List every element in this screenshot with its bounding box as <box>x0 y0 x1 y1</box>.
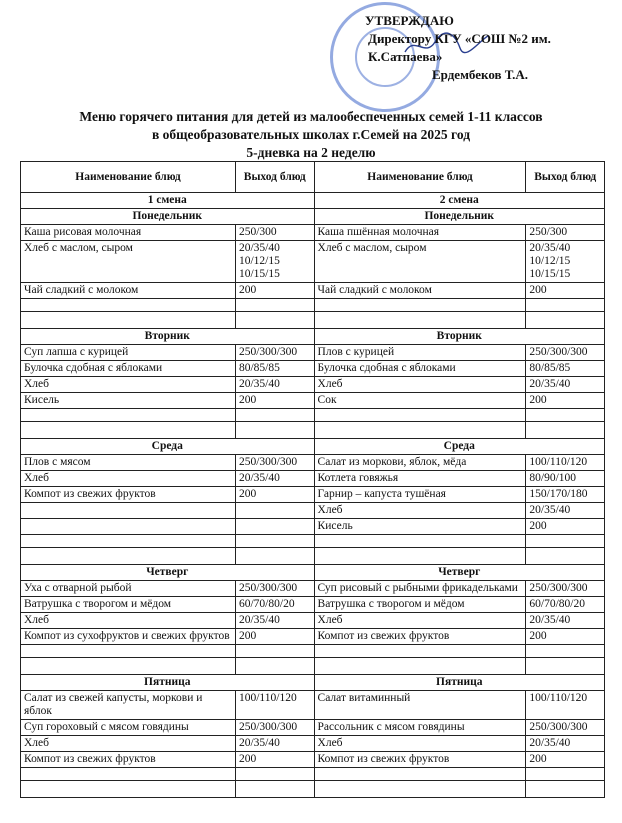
dish-shift-1: Компот из сухофруктов и свежих фруктов <box>21 629 236 645</box>
dish-shift-1 <box>21 519 236 535</box>
empty-row <box>21 658 605 675</box>
dish-shift-2: Каша пшённая молочная <box>314 225 526 241</box>
empty-cell <box>235 781 314 798</box>
table-row <box>21 361 605 377</box>
approval-heading: УТВЕРЖДАЮ <box>365 13 454 28</box>
yield-shift-2: 100/110/120 <box>526 691 605 720</box>
day-name-shift-1: Вторник <box>21 329 315 345</box>
empty-row <box>21 299 605 312</box>
yield-shift-2: 150/170/180 <box>526 487 605 503</box>
header-yield-1: Выход блюд <box>235 162 314 193</box>
empty-cell <box>314 548 526 565</box>
menu-table <box>20 161 605 798</box>
dish-shift-2: Салат витаминный <box>314 691 526 720</box>
approval-name: Ердембеков Т.А. <box>432 67 529 82</box>
dish-shift-1: Хлеб <box>21 377 236 393</box>
yield-shift-1: 200 <box>235 629 314 645</box>
table-row <box>21 691 605 720</box>
day-name-shift-1: Пятница <box>21 675 315 691</box>
empty-cell <box>526 768 605 781</box>
yield-shift-1: 250/300/300 <box>235 345 314 361</box>
yield-shift-2: 20/35/40 10/12/15 10/15/15 <box>526 241 605 283</box>
shift-1-label: 1 смена <box>21 193 315 209</box>
empty-row <box>21 645 605 658</box>
dish-shift-1: Хлеб <box>21 736 236 752</box>
empty-row <box>21 312 605 329</box>
empty-cell <box>21 299 236 312</box>
empty-cell <box>314 645 526 658</box>
yield-shift-1: 20/35/40 10/12/15 10/15/15 <box>235 241 314 283</box>
yield-shift-1: 200 <box>235 283 314 299</box>
yield-shift-1: 200 <box>235 752 314 768</box>
empty-row <box>21 768 605 781</box>
empty-cell <box>526 299 605 312</box>
dish-shift-1: Суп гороховый с мясом говядины <box>21 720 236 736</box>
day-row <box>21 209 605 225</box>
empty-cell <box>21 535 236 548</box>
table-row <box>21 225 605 241</box>
dish-shift-2: Булочка сдобная с яблоками <box>314 361 526 377</box>
dish-shift-1: Чай сладкий с молоком <box>21 283 236 299</box>
empty-cell <box>526 658 605 675</box>
empty-cell <box>314 535 526 548</box>
table-row <box>21 613 605 629</box>
table-row <box>21 720 605 736</box>
empty-cell <box>235 548 314 565</box>
dish-shift-1: Булочка сдобная с яблоками <box>21 361 236 377</box>
yield-shift-2: 20/35/40 <box>526 736 605 752</box>
dish-shift-1: Хлеб <box>21 471 236 487</box>
empty-cell <box>21 781 236 798</box>
empty-row <box>21 781 605 798</box>
yield-shift-2: 60/70/80/20 <box>526 597 605 613</box>
empty-cell <box>21 658 236 675</box>
dish-shift-1: Суп лапша с курицей <box>21 345 236 361</box>
empty-cell <box>21 548 236 565</box>
dish-shift-2: Кисель <box>314 519 526 535</box>
table-row <box>21 581 605 597</box>
dish-shift-1: Компот из свежих фруктов <box>21 752 236 768</box>
table-row <box>21 241 605 283</box>
yield-shift-1 <box>235 503 314 519</box>
table-row <box>21 487 605 503</box>
yield-shift-2: 20/35/40 <box>526 503 605 519</box>
yield-shift-1: 200 <box>235 487 314 503</box>
empty-row <box>21 409 605 422</box>
day-name-shift-2: Понедельник <box>314 209 604 225</box>
dish-shift-1: Салат из свежей капусты, моркови и яблок <box>21 691 236 720</box>
empty-row <box>21 548 605 565</box>
yield-shift-2: 200 <box>526 629 605 645</box>
dish-shift-2: Рассольник с мясом говядины <box>314 720 526 736</box>
day-row <box>21 675 605 691</box>
yield-shift-1: 20/35/40 <box>235 377 314 393</box>
empty-cell <box>526 548 605 565</box>
yield-shift-2: 200 <box>526 393 605 409</box>
title-line-1: Меню горячего питания для детей из малообеспеченных семей 1-11 классов <box>79 109 543 124</box>
empty-cell <box>314 422 526 439</box>
dish-shift-2: Чай сладкий с молоком <box>314 283 526 299</box>
empty-cell <box>314 658 526 675</box>
empty-cell <box>314 781 526 798</box>
yield-shift-2: 250/300/300 <box>526 345 605 361</box>
empty-cell <box>314 312 526 329</box>
dish-shift-1: Плов с мясом <box>21 455 236 471</box>
day-row <box>21 565 605 581</box>
document-title <box>0 108 622 162</box>
empty-row <box>21 535 605 548</box>
yield-shift-2: 200 <box>526 519 605 535</box>
dish-shift-1: Уха с отварной рыбой <box>21 581 236 597</box>
empty-cell <box>526 422 605 439</box>
day-row <box>21 439 605 455</box>
dish-shift-2: Хлеб <box>314 503 526 519</box>
header-dish-1: Наименование блюд <box>21 162 236 193</box>
yield-shift-2: 200 <box>526 283 605 299</box>
day-name-shift-2: Четверг <box>314 565 604 581</box>
empty-cell <box>314 409 526 422</box>
empty-cell <box>235 658 314 675</box>
yield-shift-1: 250/300/300 <box>235 455 314 471</box>
shift-2-label: 2 смена <box>314 193 604 209</box>
yield-shift-2: 100/110/120 <box>526 455 605 471</box>
empty-cell <box>235 422 314 439</box>
shift-row <box>21 193 605 209</box>
dish-shift-1: Ватрушка с творогом и мёдом <box>21 597 236 613</box>
header-dish-2: Наименование блюд <box>314 162 526 193</box>
yield-shift-2: 80/90/100 <box>526 471 605 487</box>
dish-shift-2: Хлеб <box>314 377 526 393</box>
yield-shift-2: 250/300/300 <box>526 581 605 597</box>
table-row <box>21 377 605 393</box>
empty-cell <box>235 645 314 658</box>
empty-cell <box>314 299 526 312</box>
yield-shift-1: 250/300/300 <box>235 581 314 597</box>
empty-cell <box>235 535 314 548</box>
table-row <box>21 393 605 409</box>
empty-cell <box>21 312 236 329</box>
approval-block <box>300 12 620 84</box>
empty-cell <box>526 645 605 658</box>
empty-cell <box>235 312 314 329</box>
empty-row <box>21 422 605 439</box>
table-row <box>21 471 605 487</box>
empty-cell <box>21 409 236 422</box>
dish-shift-1: Компот из свежих фруктов <box>21 487 236 503</box>
empty-cell <box>235 299 314 312</box>
dish-shift-2: Компот из свежих фруктов <box>314 752 526 768</box>
yield-shift-1: 80/85/85 <box>235 361 314 377</box>
empty-cell <box>526 312 605 329</box>
day-name-shift-2: Вторник <box>314 329 604 345</box>
table-row <box>21 752 605 768</box>
dish-shift-2: Хлеб <box>314 736 526 752</box>
dish-shift-1 <box>21 503 236 519</box>
table-row <box>21 629 605 645</box>
header-yield-2: Выход блюд <box>526 162 605 193</box>
table-row <box>21 283 605 299</box>
yield-shift-2: 200 <box>526 752 605 768</box>
empty-cell <box>526 781 605 798</box>
yield-shift-1: 60/70/80/20 <box>235 597 314 613</box>
empty-cell <box>235 409 314 422</box>
dish-shift-2: Хлеб с маслом, сыром <box>314 241 526 283</box>
yield-shift-1: 20/35/40 <box>235 736 314 752</box>
yield-shift-2: 20/35/40 <box>526 377 605 393</box>
dish-shift-1: Хлеб с маслом, сыром <box>21 241 236 283</box>
dish-shift-2: Гарнир – капуста тушёная <box>314 487 526 503</box>
table-row <box>21 519 605 535</box>
dish-shift-2: Суп рисовый с рыбными фрикадельками <box>314 581 526 597</box>
empty-cell <box>21 422 236 439</box>
empty-cell <box>21 645 236 658</box>
dish-shift-2: Компот из свежих фруктов <box>314 629 526 645</box>
dish-shift-2: Хлеб <box>314 613 526 629</box>
title-line-2: в общеобразовательных школах г.Семей на 2025 год <box>151 127 471 142</box>
dish-shift-1: Каша рисовая молочная <box>21 225 236 241</box>
empty-cell <box>314 768 526 781</box>
yield-shift-1: 250/300/300 <box>235 720 314 736</box>
day-name-shift-1: Среда <box>21 439 315 455</box>
title-line-3: 5-дневка на 2 неделю <box>246 145 376 160</box>
dish-shift-2: Сок <box>314 393 526 409</box>
day-name-shift-2: Пятница <box>314 675 604 691</box>
yield-shift-1: 250/300 <box>235 225 314 241</box>
dish-shift-1: Кисель <box>21 393 236 409</box>
yield-shift-1: 100/110/120 <box>235 691 314 720</box>
yield-shift-1: 20/35/40 <box>235 471 314 487</box>
yield-shift-2: 250/300/300 <box>526 720 605 736</box>
yield-shift-1: 200 <box>235 393 314 409</box>
dish-shift-1: Хлеб <box>21 613 236 629</box>
empty-cell <box>21 768 236 781</box>
empty-cell <box>526 535 605 548</box>
table-row <box>21 597 605 613</box>
empty-cell <box>526 409 605 422</box>
day-name-shift-1: Понедельник <box>21 209 315 225</box>
table-row <box>21 345 605 361</box>
yield-shift-1: 20/35/40 <box>235 613 314 629</box>
yield-shift-2: 250/300 <box>526 225 605 241</box>
day-row <box>21 329 605 345</box>
empty-cell <box>235 768 314 781</box>
table-row <box>21 503 605 519</box>
dish-shift-2: Котлета говяжья <box>314 471 526 487</box>
yield-shift-1 <box>235 519 314 535</box>
table-row <box>21 736 605 752</box>
approval-position: Директору КГУ «СОШ №2 им. К.Сатпаева» <box>368 31 551 64</box>
dish-shift-2: Салат из моркови, яблок, мёда <box>314 455 526 471</box>
day-name-shift-2: Среда <box>314 439 604 455</box>
header-row <box>21 162 605 193</box>
table-row <box>21 455 605 471</box>
dish-shift-2: Плов с курицей <box>314 345 526 361</box>
yield-shift-2: 80/85/85 <box>526 361 605 377</box>
dish-shift-2: Ватрушка с творогом и мёдом <box>314 597 526 613</box>
yield-shift-2: 20/35/40 <box>526 613 605 629</box>
day-name-shift-1: Четверг <box>21 565 315 581</box>
